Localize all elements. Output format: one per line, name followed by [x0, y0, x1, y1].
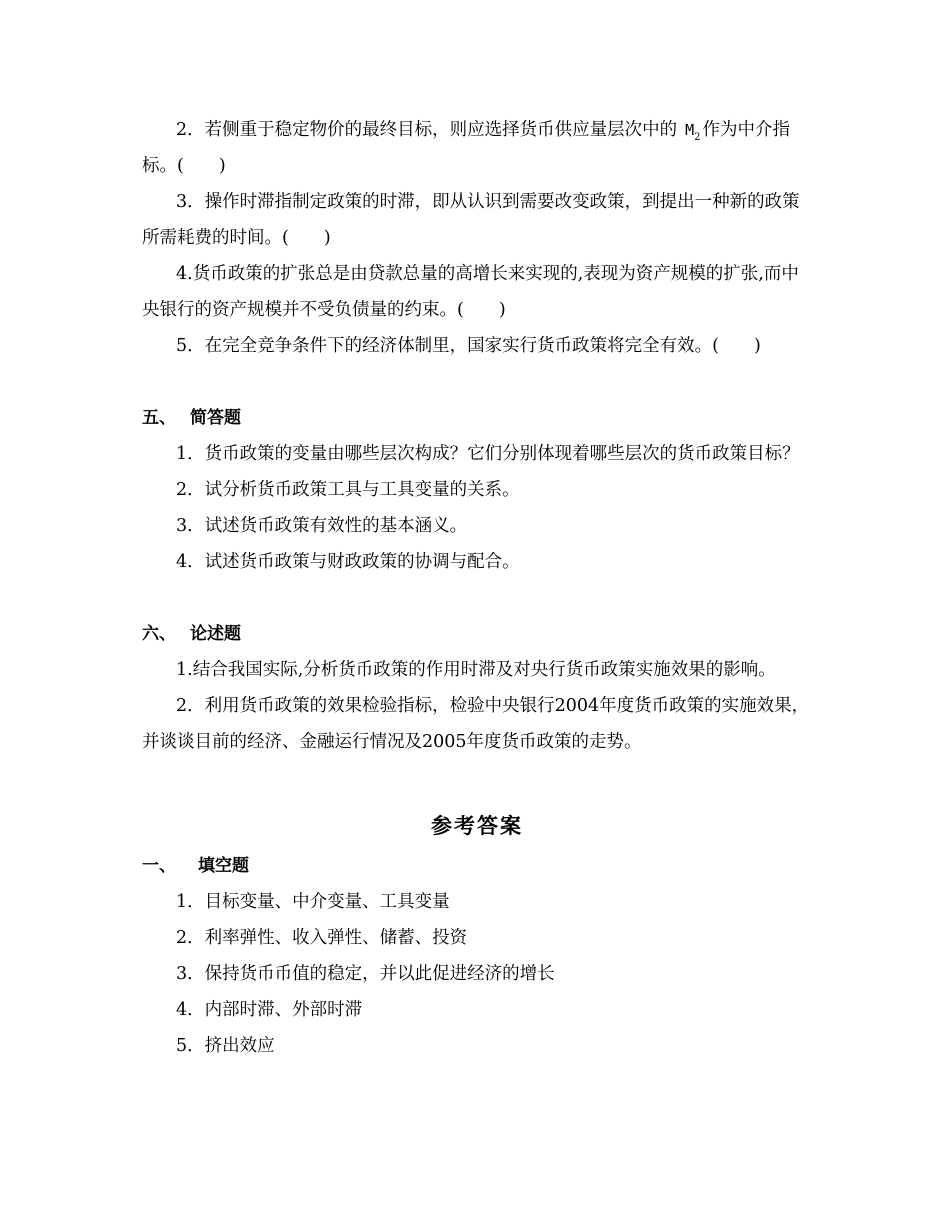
answer-item-1: 1．目标变量、中介变量、工具变量 — [176, 892, 450, 912]
answers-section-1-title: 填空题 — [198, 856, 249, 876]
section-6-number: 六、 — [142, 624, 176, 644]
document-content — [142, 112, 812, 1064]
answer-item-3: 3．保持货币币值的稳定，并以此促进经济的增长 — [176, 964, 555, 984]
essay-question-2: 2．利用货币政策的效果检验指标，检验中央银行2004年度货币政策的实施效果，并谈谈目前的经济、金融运行情况及2005年度货币政策的走势。 — [142, 696, 810, 752]
m2-subscript: 2 — [694, 131, 701, 143]
spacer — [142, 580, 812, 616]
spacer — [142, 760, 812, 796]
tf-question-5: 5．在完全竞争条件下的经济体制里，国家实行货币政策将完全有效。( ) — [176, 336, 761, 356]
essay-question-1: 1.结合我国实际,分析货币政策的作用时滞及对央行货币政策实施效果的影响。 — [176, 660, 776, 680]
answers-section-1-number: 一、 — [142, 856, 176, 876]
answer-item-4: 4．内部时滞、外部时滞 — [176, 1000, 363, 1020]
short-answer-question-2: 2．试分析货币政策工具与工具变量的关系。 — [176, 480, 520, 500]
tf-question-3: 3．操作时滞指制定政策的时滞，即从认识到需要改变政策，到提出一种新的政策所需耗费的时间。( ) — [142, 192, 800, 248]
tf-question-2-text-before: 2．若侧重于稳定物价的最终目标，则应选择货币供应量层次中的 — [176, 120, 678, 140]
answers-heading: 参考答案 — [431, 814, 523, 838]
section-5-heading — [142, 400, 812, 436]
section-5-number: 五、 — [142, 408, 176, 428]
short-answer-question-4: 4．试述货币政策与财政政策的协调与配合。 — [176, 552, 520, 572]
spacer — [142, 364, 812, 400]
answers-section-1-heading — [142, 848, 812, 884]
section-6-heading — [142, 616, 812, 652]
short-answer-question-1: 1．货币政策的变量由哪些层次构成？它们分别体现着哪些层次的货币政策目标？ — [176, 444, 800, 464]
tf-question-4: 4.货币政策的扩张总是由贷款总量的高增长来实现的,表现为资产规模的扩张,而中央银行的资产规模并不受负债量的约束。( ) — [142, 264, 799, 320]
answer-item-5: 5．挤出效应 — [176, 1036, 275, 1056]
tf-question-2 — [142, 112, 812, 184]
short-answer-question-3: 3．试述货币政策有效性的基本涵义。 — [176, 516, 468, 536]
tf-question-2-text-after: 作为中介指标。( ) — [142, 120, 791, 176]
answer-item-2: 2．利率弹性、收入弹性、储蓄、投资 — [176, 928, 468, 948]
section-5-title: 简答题 — [190, 408, 241, 428]
section-6-title: 论述题 — [190, 624, 241, 644]
m2-symbol: M — [685, 121, 695, 139]
